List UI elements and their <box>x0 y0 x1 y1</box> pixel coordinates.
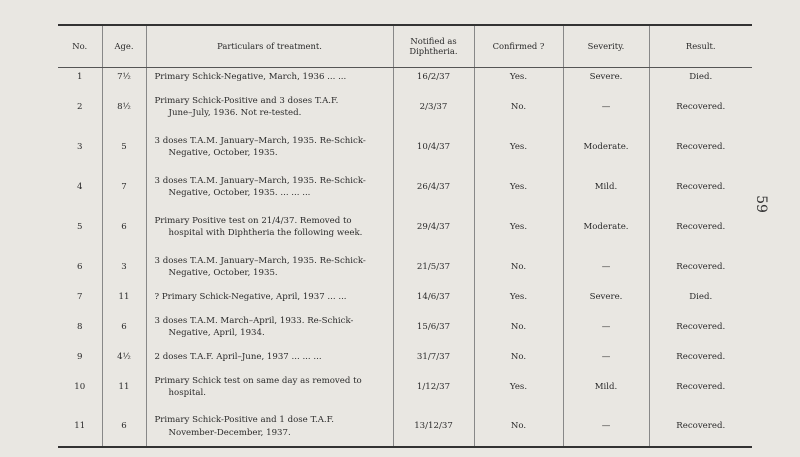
particulars-line: Primary Schick-Negative, March, 1936 ... ... <box>154 72 347 83</box>
result: Died. <box>649 287 752 307</box>
notified-date: 26/4/37 <box>393 167 474 207</box>
confirmed-status: Yes. <box>474 367 563 407</box>
case-number: 11 <box>58 407 102 447</box>
diphtheria-cases-table <box>58 24 752 448</box>
notified-date: 29/4/37 <box>393 207 474 247</box>
notified-date: 13/12/37 <box>393 407 474 447</box>
case-age: 11 <box>102 287 146 307</box>
header-particulars: Particulars of treatment. <box>146 25 393 67</box>
severity: — <box>563 247 649 287</box>
table-row <box>58 287 752 307</box>
confirmed-status: Yes. <box>474 207 563 247</box>
treatment-particulars <box>146 307 393 347</box>
treatment-particulars <box>146 207 393 247</box>
particulars-line: 3 doses T.A.M. March–April, 1933. Re-Schick- <box>154 315 354 326</box>
particulars-line: Primary Schick-Positive and 1 dose T.A.F. <box>154 415 334 426</box>
case-number: 10 <box>74 381 86 392</box>
header-no: No. <box>58 25 102 67</box>
case-number: 3 <box>77 141 83 152</box>
severity: Moderate. <box>563 127 649 167</box>
particulars-line: 3 doses T.A.M. January–March, 1935. Re-Schick- <box>154 175 366 186</box>
particulars-continuation: June–July, 1936. Not re-tested. <box>168 108 302 118</box>
result: Recovered. <box>649 407 752 447</box>
treatment-particulars <box>146 247 393 287</box>
treatment-particulars <box>146 287 393 307</box>
case-age: 11 <box>102 367 146 407</box>
case-age: 6 <box>102 307 146 347</box>
confirmed-status: No. <box>474 247 563 287</box>
severity: — <box>563 307 649 347</box>
severity: Moderate. <box>563 207 649 247</box>
particulars-continuation: Negative, October, 1935. <box>168 268 278 278</box>
particulars-line: Primary Schick test on same day as removed to <box>154 375 362 386</box>
table-row <box>58 127 752 167</box>
confirmed-status: Yes. <box>474 127 563 167</box>
result: Recovered. <box>649 367 752 407</box>
result: Recovered. <box>649 347 752 367</box>
result: Recovered. <box>649 87 752 127</box>
table-row <box>58 67 752 87</box>
case-number: 4 <box>77 181 83 192</box>
case-age: 7½ <box>102 67 146 87</box>
table-row <box>58 247 752 287</box>
confirmed-status: No. <box>474 347 563 367</box>
severity: — <box>563 347 649 367</box>
notified-date: 21/5/37 <box>393 247 474 287</box>
table-row <box>58 207 752 247</box>
table-row <box>58 167 752 207</box>
header-row <box>58 25 752 67</box>
particulars-line: Primary Positive test on 21/4/37. Removed to <box>154 215 352 226</box>
table-row <box>58 367 752 407</box>
particulars-line: ? Primary Schick-Negative, April, 1937 ... ... <box>154 291 347 302</box>
table-row <box>58 407 752 447</box>
case-age: 5 <box>102 127 146 167</box>
result: Recovered. <box>649 247 752 287</box>
case-number: 7 <box>77 291 83 302</box>
notified-date: 2/3/37 <box>393 87 474 127</box>
treatment-particulars <box>146 347 393 367</box>
notified-date: 31/7/37 <box>393 347 474 367</box>
header-confirmed: Confirmed ? <box>474 25 563 67</box>
result: Recovered. <box>649 307 752 347</box>
case-number: 2 <box>77 101 83 112</box>
case-age: 8½ <box>102 87 146 127</box>
result: Recovered. <box>649 127 752 167</box>
confirmed-status: No. <box>474 307 563 347</box>
case-number: 8 <box>77 321 83 332</box>
particulars-line: 2 doses T.A.F. April–June, 1937 ... ... ... <box>154 351 322 362</box>
case-age: 3 <box>102 247 146 287</box>
particulars-continuation: Negative, April, 1934. <box>168 328 265 338</box>
case-number: 5 <box>77 221 83 232</box>
treatment-particulars <box>146 167 393 207</box>
confirmed-status: Yes. <box>474 287 563 307</box>
notified-date: 14/6/37 <box>393 287 474 307</box>
severity: Severe. <box>563 287 649 307</box>
header-notified: Notified as Diphtheria. <box>393 25 474 67</box>
particulars-continuation: hospital with Diphtheria the following week. <box>168 228 363 238</box>
particulars-line: 3 doses T.A.M. January–March, 1935. Re-Schick- <box>154 135 366 146</box>
severity: — <box>563 87 649 127</box>
page-number: 59 <box>753 195 770 213</box>
particulars-continuation: Negative, October, 1935. ... ... ... <box>168 188 311 198</box>
confirmed-status: Yes. <box>474 67 563 87</box>
header-age: Age. <box>102 25 146 67</box>
particulars-continuation: Negative, October, 1935. <box>168 148 278 158</box>
notified-date: 10/4/37 <box>393 127 474 167</box>
severity: Mild. <box>563 367 649 407</box>
treatment-particulars <box>146 407 393 447</box>
confirmed-status: Yes. <box>474 167 563 207</box>
severity: — <box>563 407 649 447</box>
case-age: 7 <box>102 167 146 207</box>
table-row <box>58 87 752 127</box>
table-row <box>58 307 752 347</box>
case-age: 4½ <box>102 347 146 367</box>
particulars-line: Primary Schick-Positive and 3 doses T.A.F. <box>154 95 339 106</box>
particulars-line: 3 doses T.A.M. January–March, 1935. Re-Schick- <box>154 255 366 266</box>
header-severity: Severity. <box>563 25 649 67</box>
treatment-particulars <box>146 87 393 127</box>
case-age: 6 <box>102 407 146 447</box>
severity: Severe. <box>563 67 649 87</box>
treatment-particulars <box>146 67 393 87</box>
header-result: Result. <box>649 25 752 67</box>
treatment-particulars <box>146 367 393 407</box>
severity: Mild. <box>563 167 649 207</box>
particulars-continuation: November-December, 1937. <box>168 427 291 438</box>
case-number: 6 <box>77 261 83 272</box>
result: Recovered. <box>649 207 752 247</box>
case-number: 1 <box>77 72 83 83</box>
confirmed-status: No. <box>474 407 563 447</box>
particulars-continuation: hospital. <box>168 388 206 398</box>
notified-date: 16/2/37 <box>393 67 474 87</box>
confirmed-status: No. <box>474 87 563 127</box>
result: Recovered. <box>649 167 752 207</box>
notified-date: 1/12/37 <box>393 367 474 407</box>
treatment-particulars <box>146 127 393 167</box>
notified-date: 15/6/37 <box>393 307 474 347</box>
table-row <box>58 347 752 367</box>
case-number: 9 <box>77 351 83 362</box>
case-age: 6 <box>102 207 146 247</box>
result: Died. <box>649 67 752 87</box>
